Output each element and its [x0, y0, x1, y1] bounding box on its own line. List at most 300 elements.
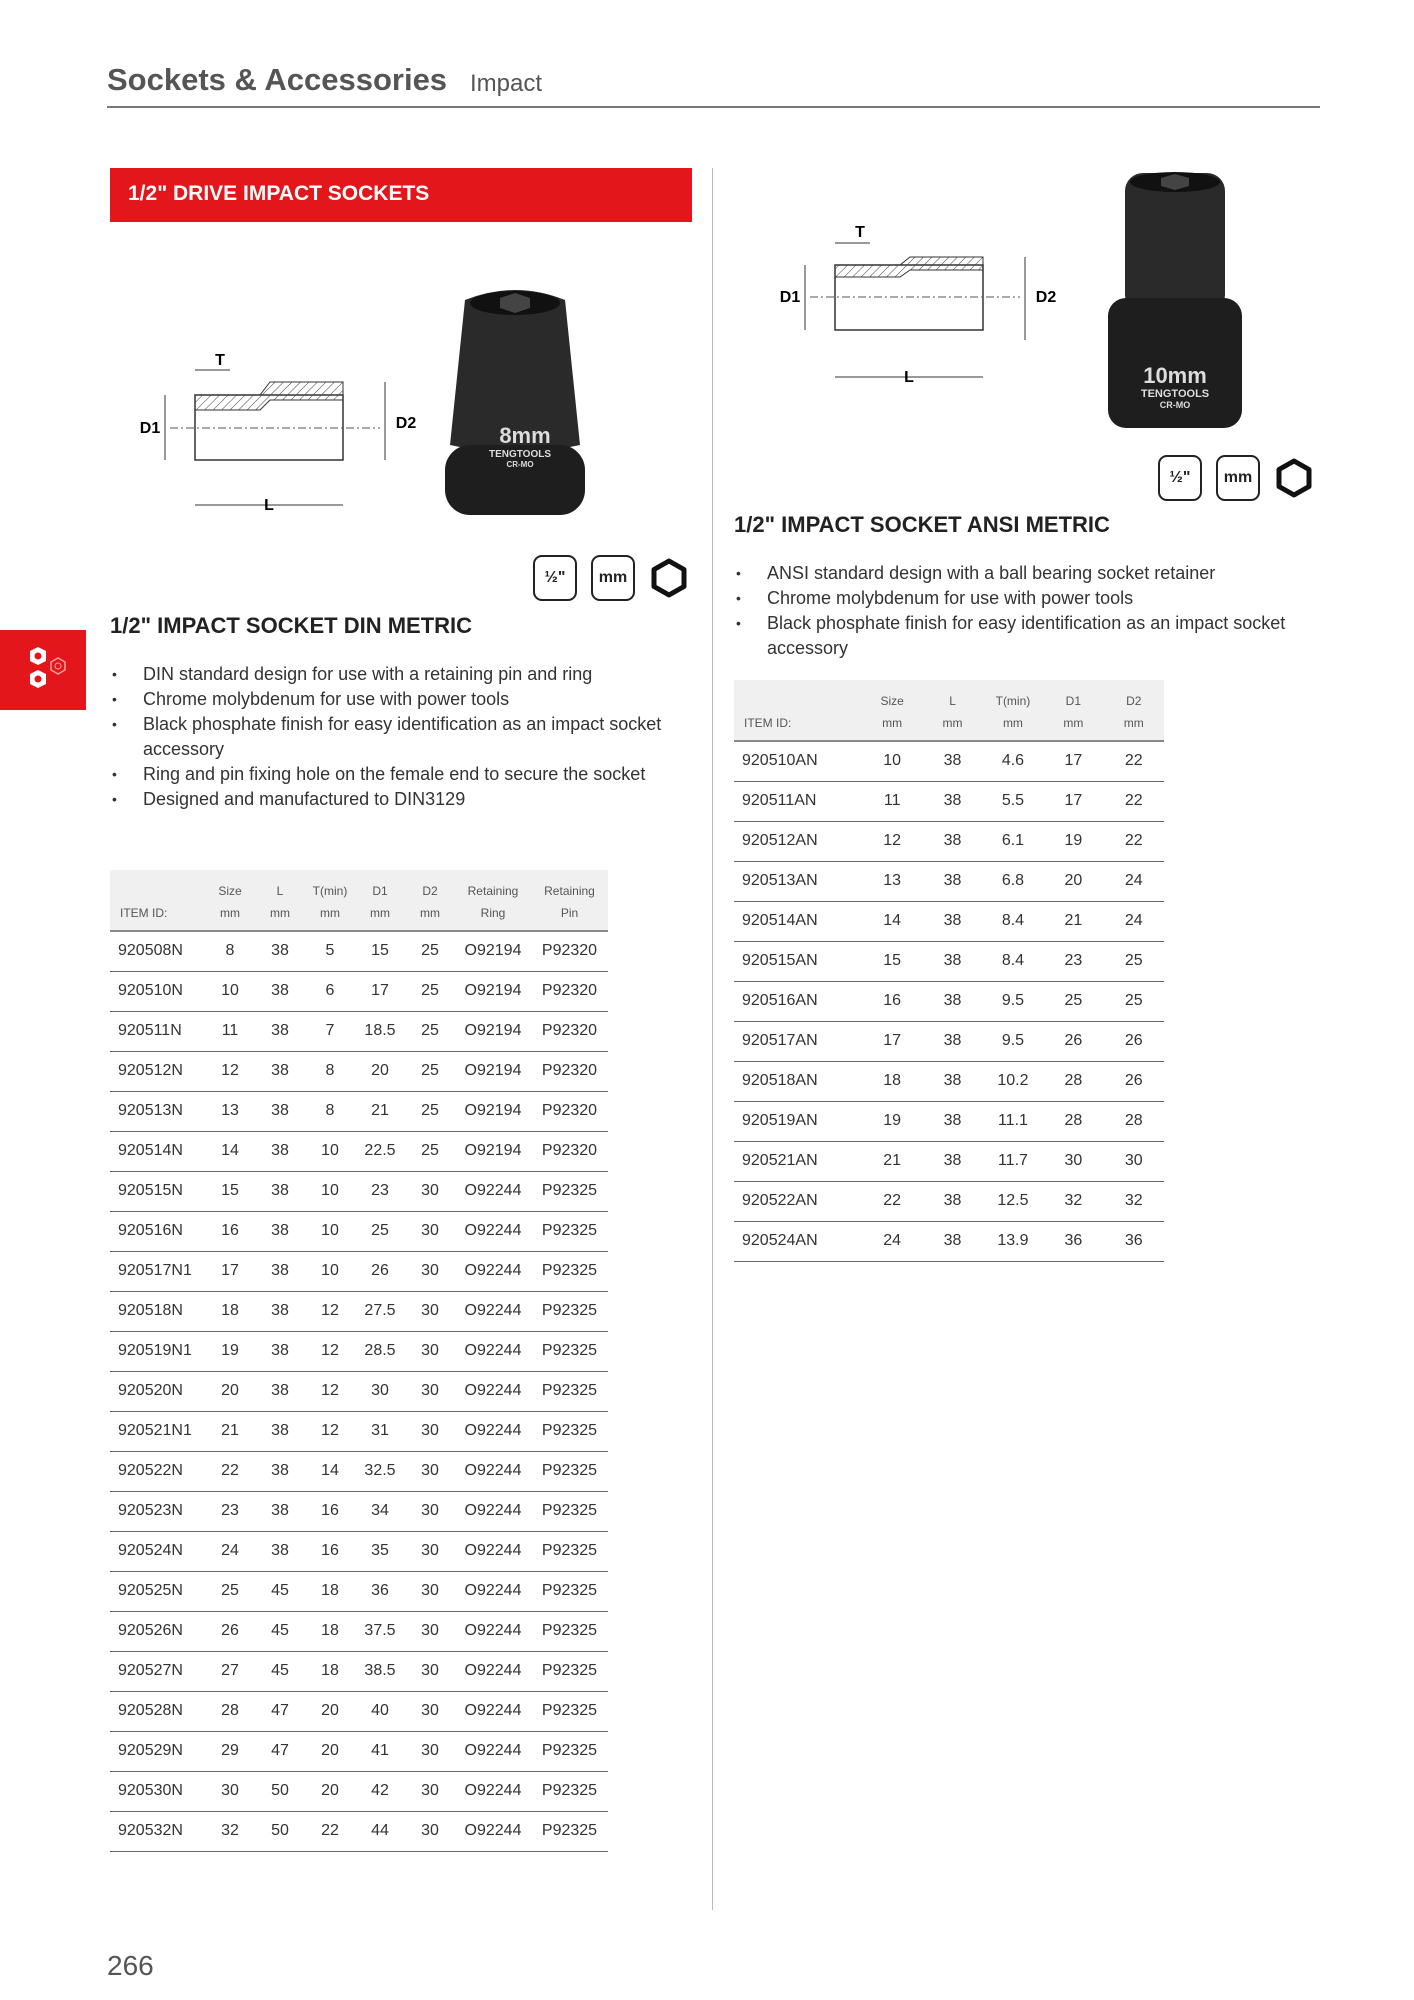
spec-cell: 10	[862, 741, 922, 781]
spec-cell: 20	[205, 1371, 255, 1411]
column-header	[922, 680, 982, 741]
spec-cell: 25	[205, 1571, 255, 1611]
spec-cell: O92244	[455, 1811, 531, 1851]
item-id-cell: 920524AN	[734, 1221, 862, 1261]
hexagon-icon	[649, 558, 689, 598]
spec-cell: 14	[305, 1451, 355, 1491]
column-header-line: ITEM ID:	[744, 716, 792, 730]
column-header-line: Pin	[560, 906, 579, 920]
spec-cell: 29	[205, 1731, 255, 1771]
table-row	[110, 1171, 608, 1211]
spec-cell: 19	[862, 1101, 922, 1141]
spec-cell: O92194	[455, 1131, 531, 1171]
metric-badge: mm	[1216, 455, 1260, 501]
spec-cell: 24	[1104, 861, 1164, 901]
spec-cell: 30	[405, 1731, 455, 1771]
table-row	[110, 1731, 608, 1771]
spec-cell: 38	[255, 1411, 305, 1451]
column-header-line: Size	[218, 884, 242, 898]
item-id-cell: 920519N1	[110, 1331, 205, 1371]
spec-cell: 38	[255, 1251, 305, 1291]
spec-cell: 25	[405, 1051, 455, 1091]
table-row	[110, 1571, 608, 1611]
item-id-cell: 920532N	[110, 1811, 205, 1851]
spec-cell: 25	[405, 971, 455, 1011]
spec-cell: 12	[305, 1371, 355, 1411]
spec-cell: 22	[305, 1811, 355, 1851]
column-header-line: mm	[270, 906, 290, 920]
column-header-line: L	[276, 884, 284, 898]
item-id-cell: 920512N	[110, 1051, 205, 1091]
svg-text:CR-MO: CR-MO	[1159, 400, 1191, 410]
spec-cell: 30	[405, 1611, 455, 1651]
din-spec-table	[110, 870, 608, 1852]
spec-cell: 22.5	[355, 1131, 405, 1171]
item-id-cell: 920528N	[110, 1691, 205, 1731]
spec-cell: 19	[1043, 821, 1103, 861]
spec-cell: 25	[1104, 941, 1164, 981]
column-header-line: T(min)	[995, 694, 1031, 708]
item-id-cell: 920518N	[110, 1291, 205, 1331]
spec-cell: 20	[305, 1691, 355, 1731]
din-socket-diagram	[130, 340, 430, 515]
spec-cell: 36	[1043, 1221, 1103, 1261]
column-header	[405, 870, 455, 931]
column-header	[455, 870, 531, 931]
spec-cell: 40	[355, 1691, 405, 1731]
spec-cell: 38	[922, 741, 982, 781]
spec-cell: 50	[255, 1771, 305, 1811]
spec-cell: 15	[862, 941, 922, 981]
spec-cell: 34	[355, 1491, 405, 1531]
spec-cell: 20	[1043, 861, 1103, 901]
spec-cell: P92325	[531, 1371, 608, 1411]
spec-cell: 30	[405, 1291, 455, 1331]
spec-cell: 24	[205, 1531, 255, 1571]
spec-cell: P92325	[531, 1571, 608, 1611]
spec-cell: O92244	[455, 1491, 531, 1531]
spec-cell: 17	[862, 1021, 922, 1061]
item-id-cell: 920515N	[110, 1171, 205, 1211]
spec-cell: O92244	[455, 1331, 531, 1371]
column-header-line: Size	[880, 694, 904, 708]
feature-item: • DIN standard design for use with a retaining pin and ring	[110, 662, 680, 687]
svg-text:D2: D2	[1035, 289, 1057, 306]
spec-cell: 27.5	[355, 1291, 405, 1331]
svg-text:L: L	[904, 369, 914, 386]
column-header	[305, 870, 355, 931]
spec-cell: 22	[862, 1181, 922, 1221]
spec-cell: 23	[205, 1491, 255, 1531]
spec-cell: 16	[205, 1211, 255, 1251]
svg-text:10mm: 10mm	[1143, 363, 1207, 388]
spec-cell: 14	[205, 1131, 255, 1171]
spec-cell: 26	[1104, 1021, 1164, 1061]
spec-cell: 12	[862, 821, 922, 861]
spec-cell: 25	[1043, 981, 1103, 1021]
spec-cell: 6	[305, 971, 355, 1011]
spec-cell: 26	[355, 1251, 405, 1291]
item-id-cell: 920513AN	[734, 861, 862, 901]
spec-cell: O92194	[455, 931, 531, 971]
svg-text:D1: D1	[779, 289, 801, 306]
spec-cell: 38	[922, 901, 982, 941]
spec-cell: 10	[305, 1131, 355, 1171]
spec-cell: 11	[862, 781, 922, 821]
spec-cell: 30	[355, 1371, 405, 1411]
spec-cell: 38	[922, 1141, 982, 1181]
spec-cell: O92244	[455, 1211, 531, 1251]
column-header-line: D1	[1065, 694, 1081, 708]
spec-cell: 8.4	[983, 901, 1043, 941]
spec-cell: 32	[205, 1811, 255, 1851]
spec-cell: 38	[255, 1451, 305, 1491]
spec-cell: 12	[305, 1331, 355, 1371]
spec-cell: 10	[305, 1211, 355, 1251]
spec-cell: 30	[405, 1491, 455, 1531]
spec-cell: O92244	[455, 1291, 531, 1331]
spec-cell: 38	[255, 1531, 305, 1571]
spec-cell: 30	[405, 1251, 455, 1291]
spec-cell: 32	[1043, 1181, 1103, 1221]
spec-cell: P92325	[531, 1451, 608, 1491]
spec-cell: 38	[922, 861, 982, 901]
spec-cell: O92244	[455, 1651, 531, 1691]
spec-cell: O92244	[455, 1371, 531, 1411]
spec-cell: 25	[1104, 981, 1164, 1021]
spec-cell: 10.2	[983, 1061, 1043, 1101]
section-tab[interactable]	[0, 630, 86, 710]
spec-cell: P92325	[531, 1211, 608, 1251]
item-id-cell: 920521AN	[734, 1141, 862, 1181]
table-row	[110, 1211, 608, 1251]
spec-cell: 25	[405, 1011, 455, 1051]
spec-cell: P92325	[531, 1811, 608, 1851]
spec-cell: 22	[1104, 781, 1164, 821]
item-id-cell: 920519AN	[734, 1101, 862, 1141]
drive-size-badge: ½"	[533, 555, 577, 601]
spec-cell: 38	[255, 1291, 305, 1331]
item-id-cell: 920529N	[110, 1731, 205, 1771]
spec-cell: 4.6	[983, 741, 1043, 781]
spec-cell: 38	[922, 1181, 982, 1221]
spec-cell: 23	[1043, 941, 1103, 981]
spec-cell: 38	[255, 1371, 305, 1411]
svg-text:CR-MO: CR-MO	[506, 460, 534, 469]
spec-cell: 30	[405, 1211, 455, 1251]
spec-cell: 5.5	[983, 781, 1043, 821]
spec-cell: 7	[305, 1011, 355, 1051]
spec-cell: 20	[305, 1771, 355, 1811]
spec-cell: 38	[922, 1221, 982, 1261]
spec-cell: P92325	[531, 1691, 608, 1731]
spec-cell: 16	[305, 1531, 355, 1571]
item-id-cell: 920511N	[110, 1011, 205, 1051]
spec-cell: O92244	[455, 1451, 531, 1491]
spec-cell: 38	[255, 1011, 305, 1051]
spec-cell: 30	[405, 1571, 455, 1611]
spec-cell: 30	[1104, 1141, 1164, 1181]
column-header-line: T(min)	[312, 884, 348, 898]
spec-cell: 38	[922, 1101, 982, 1141]
spec-cell: 20	[355, 1051, 405, 1091]
spec-cell: 28	[1104, 1101, 1164, 1141]
column-header-line: Retaining	[467, 884, 519, 898]
spec-cell: P92325	[531, 1531, 608, 1571]
table-row	[110, 1011, 608, 1051]
column-header-line: mm	[320, 906, 340, 920]
spec-cell: 36	[355, 1571, 405, 1611]
spec-cell: 16	[862, 981, 922, 1021]
column-divider	[712, 168, 713, 1910]
spec-cell: 28	[1043, 1061, 1103, 1101]
spec-cell: 38	[922, 1061, 982, 1101]
spec-cell: 45	[255, 1651, 305, 1691]
spec-cell: P92325	[531, 1491, 608, 1531]
column-header-line: mm	[220, 906, 240, 920]
section-subtitle: Impact	[470, 70, 543, 97]
item-id-cell: 920511AN	[734, 781, 862, 821]
spec-cell: P92320	[531, 931, 608, 971]
spec-cell: 23	[355, 1171, 405, 1211]
spec-cell: 8.4	[983, 941, 1043, 981]
svg-text:D1: D1	[139, 420, 161, 437]
spec-cell: 30	[405, 1811, 455, 1851]
spec-cell: 32	[1104, 1181, 1164, 1221]
spec-cell: 6.1	[983, 821, 1043, 861]
din-features	[110, 662, 680, 812]
spec-cell: 25	[405, 931, 455, 971]
spec-cell: 38	[255, 1131, 305, 1171]
column-header	[1043, 680, 1103, 741]
metric-badge: mm	[591, 555, 635, 601]
table-row	[734, 1221, 1164, 1261]
spec-cell: 5	[305, 931, 355, 971]
hexagon-icon	[1274, 458, 1314, 498]
spec-cell: O92244	[455, 1171, 531, 1211]
ansi-features	[734, 561, 1304, 661]
nuts-icon	[0, 630, 86, 710]
item-id-cell: 920525N	[110, 1571, 205, 1611]
spec-cell: 30	[405, 1691, 455, 1731]
table-row	[110, 1331, 608, 1371]
spec-cell: 12.5	[983, 1181, 1043, 1221]
spec-cell: 12	[305, 1291, 355, 1331]
spec-cell: 25	[355, 1211, 405, 1251]
spec-cell: P92325	[531, 1611, 608, 1651]
spec-cell: 24	[1104, 901, 1164, 941]
spec-cell: P92320	[531, 1091, 608, 1131]
table-row	[734, 861, 1164, 901]
table-row	[734, 1101, 1164, 1141]
spec-cell: 20	[305, 1731, 355, 1771]
column-header-line: mm	[420, 906, 440, 920]
spec-cell: 9.5	[983, 1021, 1043, 1061]
spec-cell: 30	[405, 1651, 455, 1691]
spec-cell: O92194	[455, 1051, 531, 1091]
table-row	[734, 941, 1164, 981]
spec-cell: 24	[862, 1221, 922, 1261]
column-header	[983, 680, 1043, 741]
column-header-line: Ring	[480, 906, 506, 920]
table-row	[110, 1371, 608, 1411]
column-header-line: mm	[1063, 716, 1084, 730]
spec-cell: 47	[255, 1691, 305, 1731]
spec-cell: 35	[355, 1531, 405, 1571]
spec-cell: 38	[922, 941, 982, 981]
spec-cell: 9.5	[983, 981, 1043, 1021]
category-banner: 1/2" DRIVE IMPACT SOCKETS	[110, 168, 692, 222]
spec-cell: 30	[1043, 1141, 1103, 1181]
spec-cell: 6.8	[983, 861, 1043, 901]
spec-cell: 18	[862, 1061, 922, 1101]
item-id-cell: 920516N	[110, 1211, 205, 1251]
column-header-line: Retaining	[544, 884, 595, 898]
spec-cell: 38	[255, 1331, 305, 1371]
ansi-title: 1/2" IMPACT SOCKET ANSI METRIC	[734, 512, 1110, 537]
spec-cell: O92244	[455, 1411, 531, 1451]
spec-cell: 28.5	[355, 1331, 405, 1371]
table-row	[110, 1051, 608, 1091]
spec-cell: P92325	[531, 1731, 608, 1771]
spec-cell: 30	[205, 1771, 255, 1811]
spec-cell: 10	[305, 1251, 355, 1291]
spec-cell: O92244	[455, 1571, 531, 1611]
spec-cell: 27	[205, 1651, 255, 1691]
item-id-cell: 920512AN	[734, 821, 862, 861]
item-id-cell: 920520N	[110, 1371, 205, 1411]
table-row	[110, 1531, 608, 1571]
feature-item: • Black phosphate finish for easy identification as an impact socket accessory	[734, 611, 1304, 661]
spec-cell: 25	[405, 1091, 455, 1131]
drive-size-badge: ½"	[1158, 455, 1202, 501]
table-row	[110, 971, 608, 1011]
spec-cell: 26	[1043, 1021, 1103, 1061]
column-header	[531, 870, 608, 931]
spec-cell: 38	[255, 971, 305, 1011]
item-id-cell: 920522N	[110, 1451, 205, 1491]
column-header	[1104, 680, 1164, 741]
spec-cell: 44	[355, 1811, 405, 1851]
spec-cell: 37.5	[355, 1611, 405, 1651]
item-id-cell: 920515AN	[734, 941, 862, 981]
spec-cell: 13	[862, 861, 922, 901]
spec-cell: 17	[1043, 741, 1103, 781]
spec-cell: O92194	[455, 1091, 531, 1131]
spec-cell: 15	[355, 931, 405, 971]
spec-cell: O92244	[455, 1251, 531, 1291]
spec-cell: 17	[1043, 781, 1103, 821]
table-row	[734, 821, 1164, 861]
spec-cell: O92244	[455, 1771, 531, 1811]
table-row	[734, 741, 1164, 781]
section-title: Sockets & Accessories	[107, 62, 448, 97]
feature-item: • ANSI standard design with a ball bearing socket retainer	[734, 561, 1304, 586]
column-header	[862, 680, 922, 741]
item-id-cell: 920516AN	[734, 981, 862, 1021]
spec-cell: 38	[922, 821, 982, 861]
spec-cell: 11	[205, 1011, 255, 1051]
spec-cell: O92244	[455, 1691, 531, 1731]
spec-cell: 45	[255, 1571, 305, 1611]
item-id-cell: 920522AN	[734, 1181, 862, 1221]
din-socket-photo	[440, 285, 590, 530]
spec-cell: 28	[205, 1691, 255, 1731]
spec-cell: 22	[1104, 741, 1164, 781]
item-id-cell: 920523N	[110, 1491, 205, 1531]
item-id-cell: 920530N	[110, 1771, 205, 1811]
spec-cell: 12	[205, 1051, 255, 1091]
spec-cell: P92325	[531, 1291, 608, 1331]
spec-cell: 18	[205, 1291, 255, 1331]
column-header-line: mm	[942, 716, 963, 730]
spec-cell: 38	[255, 1491, 305, 1531]
item-id-cell: 920513N	[110, 1091, 205, 1131]
item-id-cell: 920517N1	[110, 1251, 205, 1291]
svg-text:D2: D2	[395, 415, 417, 432]
spec-cell: 32.5	[355, 1451, 405, 1491]
table-row	[734, 1141, 1164, 1181]
spec-cell: 30	[405, 1411, 455, 1451]
table-row	[110, 1291, 608, 1331]
spec-cell: 13.9	[983, 1221, 1043, 1261]
spec-cell: 17	[205, 1251, 255, 1291]
table-row	[110, 1611, 608, 1651]
spec-cell: 17	[355, 971, 405, 1011]
table-row	[110, 931, 608, 971]
column-header-line: D2	[422, 884, 438, 898]
spec-cell: O92244	[455, 1731, 531, 1771]
table-row	[734, 781, 1164, 821]
item-id-cell: 920510AN	[734, 741, 862, 781]
column-header	[255, 870, 305, 931]
spec-cell: O92194	[455, 971, 531, 1011]
table-row	[110, 1411, 608, 1451]
spec-cell: 18	[305, 1651, 355, 1691]
spec-cell: P92325	[531, 1251, 608, 1291]
spec-cell: 15	[205, 1171, 255, 1211]
table-row	[110, 1491, 608, 1531]
feature-item: • Black phosphate finish for easy identification as an impact socket accessory	[110, 712, 680, 762]
table-row	[110, 1131, 608, 1171]
svg-text:8mm: 8mm	[499, 423, 551, 448]
spec-cell: 21	[355, 1091, 405, 1131]
column-header-line: D1	[372, 884, 388, 898]
spec-cell: 26	[205, 1611, 255, 1651]
page-number: 266	[107, 1950, 154, 1981]
spec-cell: 30	[405, 1771, 455, 1811]
column-header-line: mm	[370, 906, 390, 920]
spec-cell: P92325	[531, 1331, 608, 1371]
table-row	[110, 1691, 608, 1731]
spec-cell: 18	[305, 1571, 355, 1611]
spec-cell: 38	[922, 781, 982, 821]
column-header-line: D2	[1126, 694, 1142, 708]
spec-cell: 38	[922, 981, 982, 1021]
item-id-cell: 920524N	[110, 1531, 205, 1571]
spec-cell: 38.5	[355, 1651, 405, 1691]
spec-cell: 18.5	[355, 1011, 405, 1051]
spec-cell: 8	[205, 931, 255, 971]
spec-cell: 26	[1104, 1061, 1164, 1101]
spec-cell: P92320	[531, 1131, 608, 1171]
spec-cell: 21	[205, 1411, 255, 1451]
spec-cell: P92325	[531, 1171, 608, 1211]
table-row	[734, 1021, 1164, 1061]
din-title: 1/2" IMPACT SOCKET DIN METRIC	[110, 613, 473, 638]
spec-cell: 21	[1043, 901, 1103, 941]
spec-cell: 38	[255, 1091, 305, 1131]
